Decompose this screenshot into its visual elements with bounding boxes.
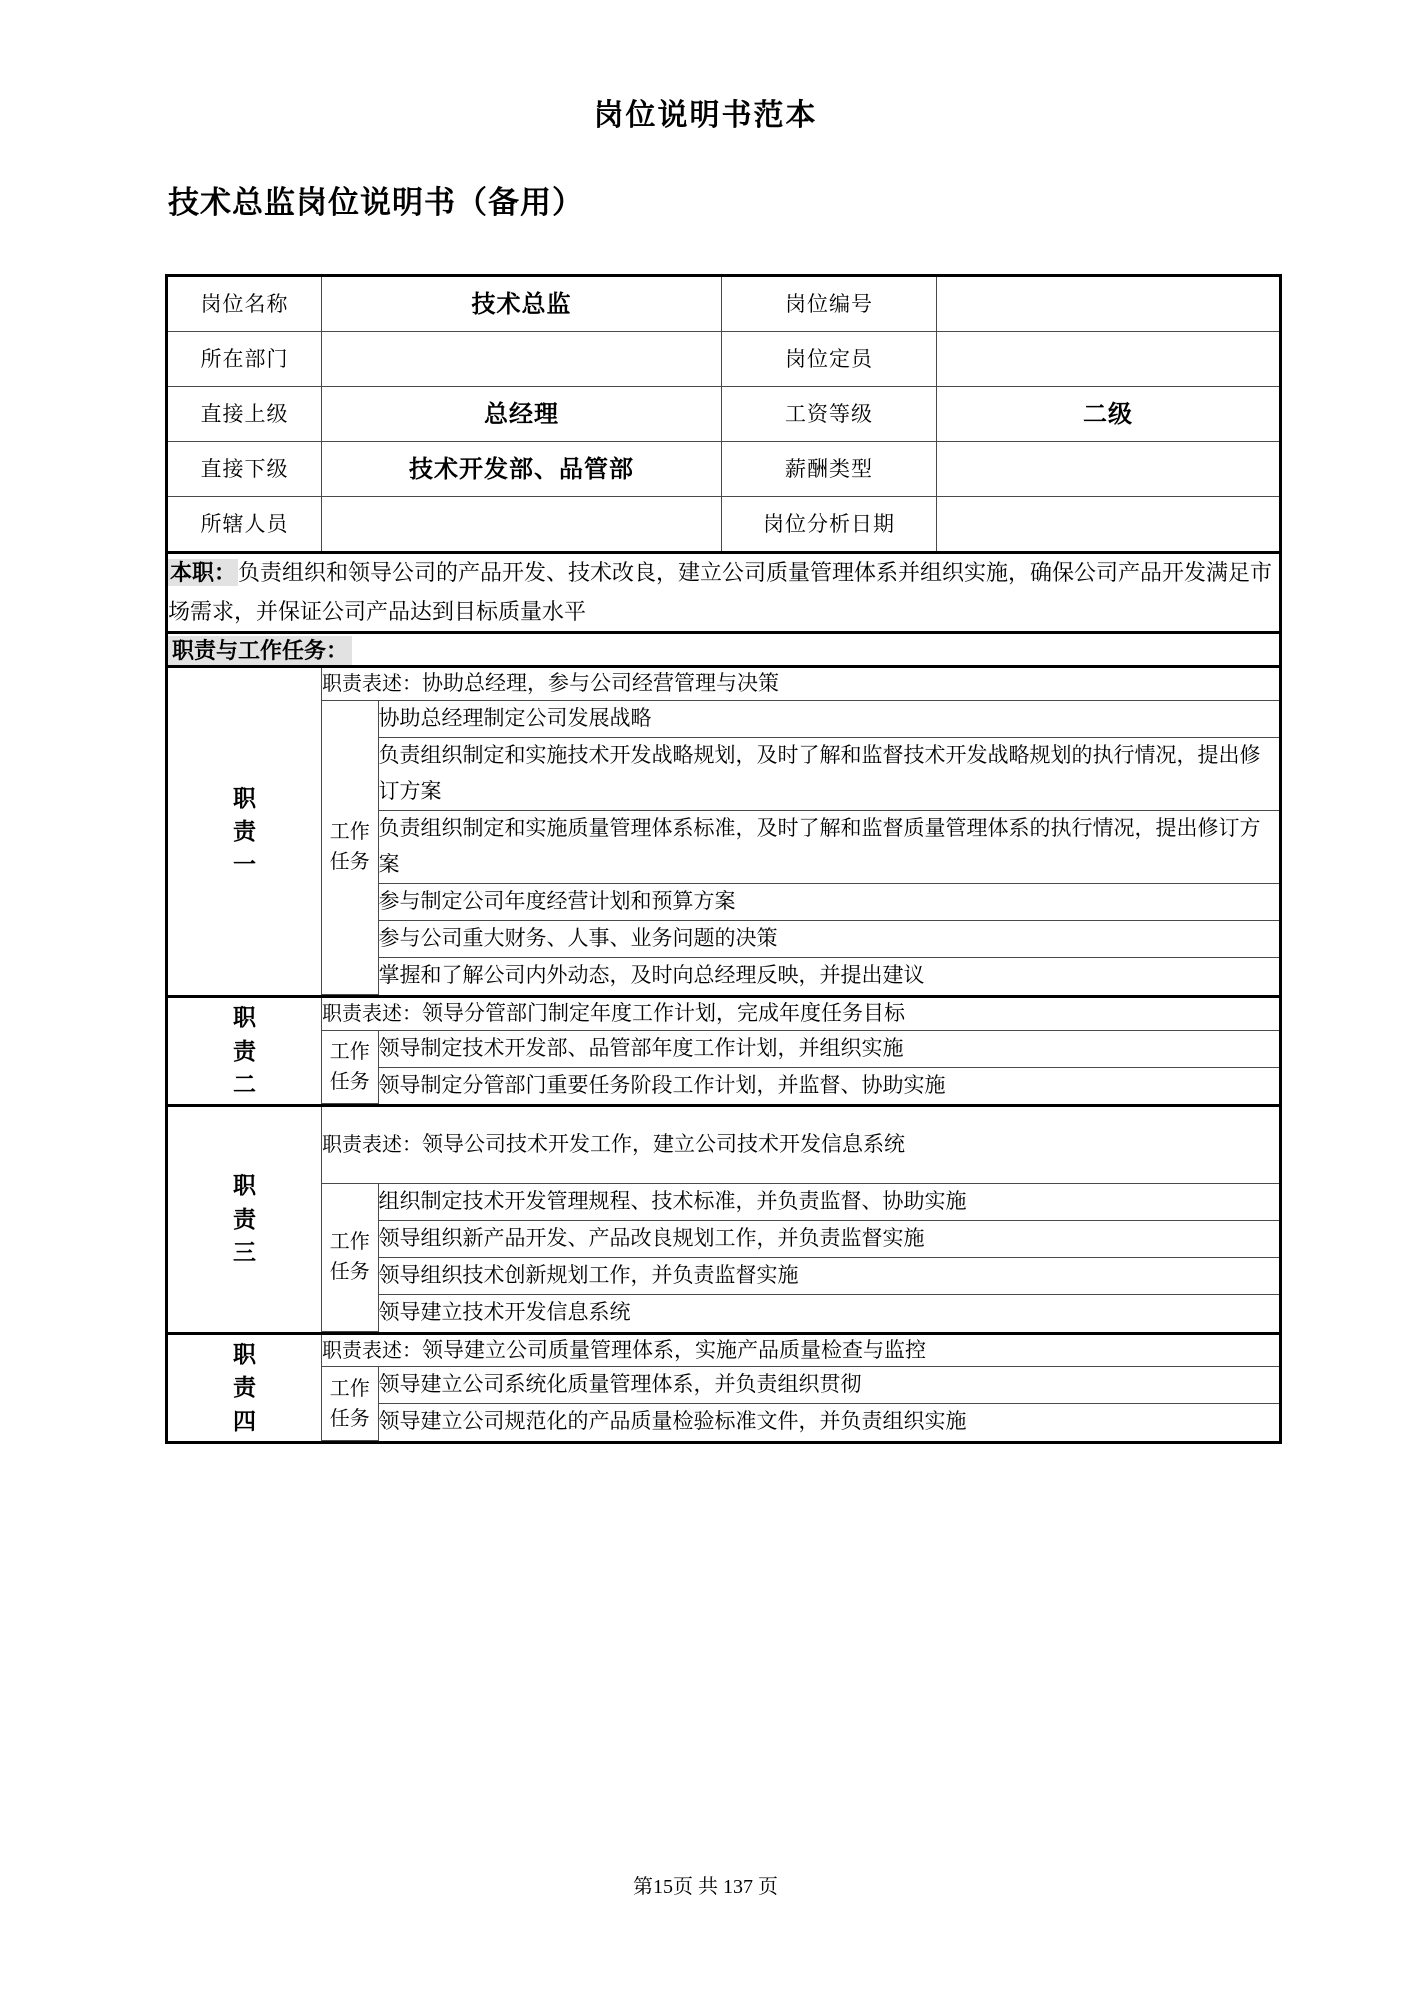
duty-4-task-0: 领导建立公司系统化质量管理体系，并负责组织贯彻 (378, 1367, 1279, 1404)
table-row (167, 497, 1281, 553)
duty-block-2 (167, 997, 1281, 1106)
field-label-direct-subordinate: 直接下级 (167, 442, 322, 497)
duty-2-task-row-0 (322, 1030, 1279, 1067)
main-duty-row (167, 553, 1281, 633)
main-duty-cell (167, 553, 1281, 633)
duty-3-task-label (322, 1183, 378, 1331)
main-duty-text: 负责组织和领导公司的产品开发、技术改良，建立公司质量管理体系并组织实施，确保公司产品开发满足市场需求，并保证公司产品达到目标质量水平 (168, 560, 1273, 624)
duty-block-4 (167, 1333, 1281, 1442)
duty-4-statement-row (322, 1335, 1279, 1367)
duty-3-statement-row (322, 1107, 1279, 1183)
duty-2-task-label (322, 1030, 378, 1104)
field-label-managed-staff: 所辖人员 (167, 497, 322, 553)
page-title: 岗位说明书范本 (593, 99, 818, 132)
field-value-direct-superior: 总经理 (322, 387, 722, 442)
duty-3-statement-cell (322, 1107, 1279, 1183)
field-label-position-name: 岗位名称 (167, 276, 322, 332)
duty-1-char-1: 责 (233, 817, 256, 844)
duty-block-1 (167, 667, 1281, 997)
field-value-headcount (937, 332, 1281, 387)
duty-1-char-2: 一 (233, 851, 256, 878)
duty-2-statement-row (322, 998, 1279, 1030)
table-row (167, 332, 1281, 387)
duty-1-task-row-5 (322, 958, 1279, 995)
duty-1-task-row-0 (322, 700, 1279, 737)
duty-1-task-row-3 (322, 884, 1279, 921)
field-value-direct-subordinate: 技术开发部、品管部 (322, 442, 722, 497)
duty-2-statement-cell (322, 998, 1279, 1030)
field-value-position-code (937, 276, 1281, 332)
responsibilities-header-row (167, 633, 1281, 667)
duty-4-statement-text: 领导建立公司质量管理体系，实施产品质量检查与监控 (422, 1338, 926, 1362)
job-description-table (165, 274, 1282, 1444)
field-value-salary-grade: 二级 (937, 387, 1281, 442)
duty-1-task-row-2 (322, 811, 1279, 884)
field-value-analysis-date (937, 497, 1281, 553)
duty-3-task-row-0 (322, 1183, 1279, 1220)
duty-4-statement-cell (322, 1335, 1279, 1367)
field-label-salary-type: 薪酬类型 (722, 442, 937, 497)
duty-2-char-2: 二 (233, 1070, 256, 1097)
duty-4-task-row-1 (322, 1404, 1279, 1441)
duty-4-task-row-0 (322, 1367, 1279, 1404)
page-subtitle: 技术总监岗位说明书（备用） (168, 185, 584, 220)
duty-2-statement-text: 领导分管部门制定年度工作计划，完成年度任务目标 (422, 1002, 905, 1026)
responsibilities-header-text: 职责与工作任务： (168, 636, 352, 665)
duty-1-statement-text: 协助总经理，参与公司经营管理与决策 (422, 672, 779, 696)
duty-3-label (167, 1106, 322, 1333)
duty-1-label (167, 667, 322, 997)
duty-1-char-0: 职 (233, 784, 256, 811)
duty-3-task-row-2 (322, 1258, 1279, 1295)
duty-2-task-1: 领导制定分管部门重要任务阶段工作计划，并监督、协助实施 (378, 1067, 1279, 1104)
duty-2-task-0: 领导制定技术开发部、品管部年度工作计划，并组织实施 (378, 1030, 1279, 1067)
statement-prefix: 职责表述： (322, 1339, 422, 1362)
field-value-department (322, 332, 722, 387)
duty-4-task-1: 领导建立公司规范化的产品质量检验标准文件，并负责组织实施 (378, 1404, 1279, 1441)
duty-4-content (322, 1333, 1281, 1442)
duty-1-task-row-1 (322, 737, 1279, 810)
task-label-line1: 工作 (329, 1040, 370, 1063)
field-label-salary-grade: 工资等级 (722, 387, 937, 442)
duty-1-task-2: 负责组织制定和实施质量管理体系标准，及时了解和监督质量管理体系的执行情况，提出修订方案 (378, 811, 1279, 884)
duty-1-task-4: 参与公司重大财务、人事、业务问题的决策 (378, 921, 1279, 958)
duty-4-char-1: 责 (233, 1374, 256, 1401)
table-row (167, 276, 1281, 332)
page-footer: 第15页 共 137 页 (633, 1876, 778, 1898)
field-value-position-name: 技术总监 (322, 276, 722, 332)
duty-4-label (167, 1333, 322, 1442)
duty-2-label (167, 997, 322, 1106)
field-value-salary-type (937, 442, 1281, 497)
task-label-line1: 工作 (329, 1377, 370, 1400)
duty-3-statement-text: 领导公司技术开发工作，建立公司技术开发信息系统 (422, 1133, 905, 1157)
field-value-managed-staff (322, 497, 722, 553)
duty-2-content (322, 997, 1281, 1106)
task-label-line1: 工作 (329, 821, 370, 844)
task-label-line2: 任务 (329, 851, 370, 874)
main-duty-label: 本职： (170, 560, 237, 586)
duty-1-task-label (322, 700, 378, 994)
duty-4-char-0: 职 (233, 1340, 256, 1367)
field-label-direct-superior: 直接上级 (167, 387, 322, 442)
duty-3-task-1: 领导组织新产品开发、产品改良规划工作，并负责监督实施 (378, 1220, 1279, 1257)
field-label-department: 所在部门 (167, 332, 322, 387)
field-label-analysis-date: 岗位分析日期 (722, 497, 937, 553)
duty-1-content (322, 667, 1281, 997)
task-label-line2: 任务 (329, 1070, 370, 1093)
duty-1-task-1: 负责组织制定和实施技术开发战略规划，及时了解和监督技术开发战略规划的执行情况，提出修订方案 (378, 737, 1279, 810)
duty-2-char-0: 职 (233, 1004, 256, 1031)
duty-3-task-0: 组织制定技术开发管理规程、技术标准，并负责监督、协助实施 (378, 1183, 1279, 1220)
table-row (167, 442, 1281, 497)
task-label-line2: 任务 (329, 1261, 370, 1284)
duty-4-char-2: 四 (233, 1407, 256, 1434)
duty-3-task-row-3 (322, 1295, 1279, 1332)
duty-1-task-row-4 (322, 921, 1279, 958)
duty-3-char-0: 职 (233, 1172, 256, 1199)
duty-3-task-2: 领导组织技术创新规划工作，并负责监督实施 (378, 1258, 1279, 1295)
duty-4-task-label (322, 1367, 378, 1441)
field-label-position-code: 岗位编号 (722, 276, 937, 332)
field-label-headcount: 岗位定员 (722, 332, 937, 387)
duty-3-char-1: 责 (233, 1205, 256, 1232)
duty-block-3 (167, 1106, 1281, 1333)
statement-prefix: 职责表述： (322, 1134, 422, 1157)
duty-3-task-row-1 (322, 1220, 1279, 1257)
duty-1-task-3: 参与制定公司年度经营计划和预算方案 (378, 884, 1279, 921)
duty-2-task-row-1 (322, 1067, 1279, 1104)
duty-1-task-0: 协助总经理制定公司发展战略 (378, 700, 1279, 737)
task-label-line2: 任务 (329, 1407, 370, 1430)
duty-1-task-5: 掌握和了解公司内外动态，及时向总经理反映，并提出建议 (378, 958, 1279, 995)
duty-3-char-2: 三 (233, 1239, 256, 1266)
task-label-line1: 工作 (329, 1231, 370, 1254)
statement-prefix: 职责表述： (322, 1003, 422, 1026)
responsibilities-header-cell (167, 633, 1281, 667)
duty-1-statement-row (322, 668, 1279, 700)
duty-2-char-1: 责 (233, 1037, 256, 1064)
statement-prefix: 职责表述： (322, 673, 422, 696)
duty-1-statement-cell (322, 668, 1279, 700)
duty-3-task-3: 领导建立技术开发信息系统 (378, 1295, 1279, 1332)
table-row (167, 387, 1281, 442)
duty-3-content (322, 1106, 1281, 1333)
